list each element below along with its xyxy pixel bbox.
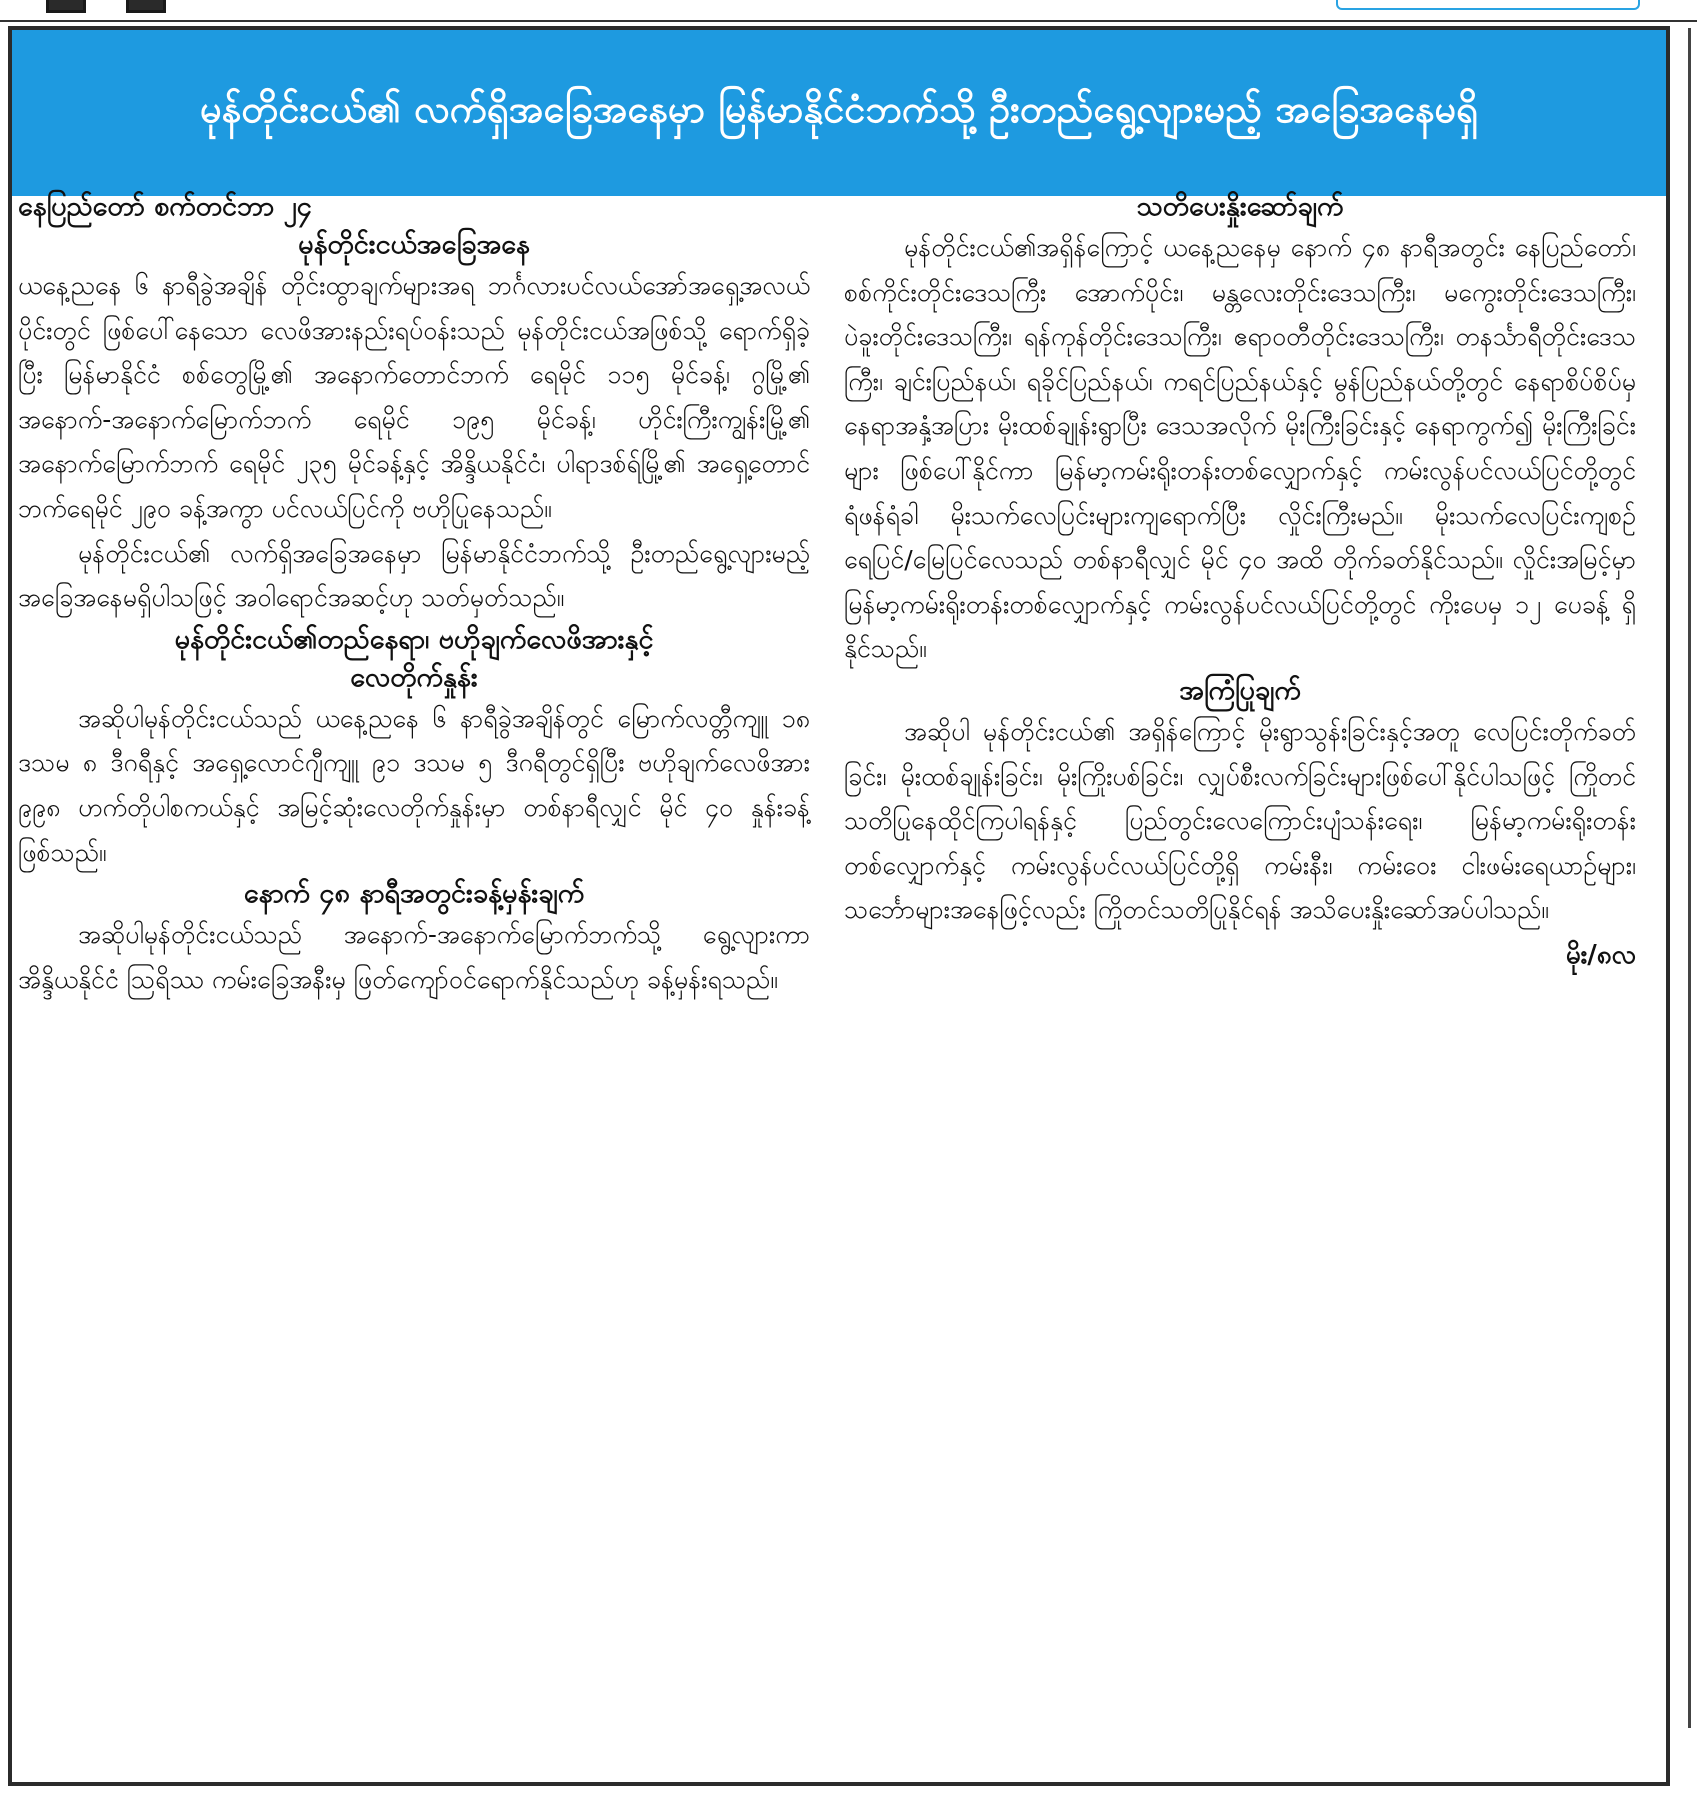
- paragraph-advice: အဆိုပါ မုန်တိုင်းငယ်၏ အရှိန်ကြောင့် မိုးရွာသွန်းခြင်းနှင့်အတူ လေပြင်းတိုက်ခတ်ခြင်း၊ မိုးထစ်ချုန်းခြင်း၊ မိုးကြိုးပစ်ခြင်း၊ လျှပ်စီးလက်ခြင်းများဖြစ်ပေါ်နိုင်ပါသဖြင့် ကြိုတင်သတိပြုနေထိုင်ကြပါရန်နှင့် ပြည်တွင်းလေကြောင်းပျံသန်းရေး၊ မြန်မာ့ကမ်းရိုးတန်းတစ်လျှောက်နှင့် ကမ်းလွန်ပင်လယ်ပြင်တို့ရှိ ကမ်းနီး၊ ကမ်းဝေး ငါးဖမ်းရေယာဉ်များ၊ သင်္ဘောများအနေဖြင့်လည်း ကြိုတင်သတိပြုနိုင်ရန် အသိပေးနှိုးဆော်အပ်ပါသည်။: [844, 716, 1636, 925]
- page-edge-rule: [1688, 28, 1691, 1728]
- right-column: [844, 188, 1636, 1738]
- clipped-logo-mark: [46, 0, 86, 13]
- paragraph-storm-assessment: မုန်တိုင်းငယ်၏ လက်ရှိအခြေအနေမှာ မြန်မာနိုင်ငံဘက်သို့ ဦးတည်ရွေ့လျားမည့် အခြေအနေမရှိပါသဖြင့် အဝါရောင်အဆင့်ဟု သတ်မှတ်သည်။: [18, 538, 810, 613]
- section-title-location-line1: မုန်တိုင်းငယ်၏တည်နေရာ၊ ဗဟိုချက်လေဖိအားနှင့်: [174, 623, 654, 655]
- section-title-advice: အကြံပြုချက်: [1179, 674, 1301, 706]
- paragraph-storm-status: ယနေ့ညနေ ၆ နာရီခွဲအချိန် တိုင်းထွာချက်များအရ ဘင်္ဂလားပင်လယ်အော်အရှေ့အလယ်ပိုင်းတွင် ဖြစ်ပေါ်နေသော လေဖိအားနည်းရပ်ဝန်းသည် မုန်တိုင်းငယ်အဖြစ်သို့ ရောက်ရှိခဲ့ပြီး မြန်မာနိုင်ငံ စစ်တွေမြို့၏ အနောက်တောင်ဘက် ရေမိုင် ၁၁၅ မိုင်ခန့်၊ ဂွမြို့၏ အနောက်-အနောက်မြောက်ဘက် ရေမိုင် ၁၉၅ မိုင်ခန့်၊ ဟိုင်းကြီးကျွန်းမြို့၏ အနောက်မြောက်ဘက် ရေမိုင် ၂၃၅ မိုင်ခန့်နှင့် အိန္ဒိယနိုင်ငံ၊ ပါရာဒစ်ရ်မြို့၏ အရှေ့တောင်ဘက်ရေမိုင် ၂၉၀ ခန့်အကွာ ပင်လယ်ပြင်ကို ဗဟိုပြုနေသည်။: [18, 271, 810, 523]
- article-body: [18, 188, 1636, 1738]
- paragraph-warning: မုန်တိုင်းငယ်၏အရှိန်ကြောင့် ယနေ့ညနေမှ နောက် ၄၈ နာရီအတွင်း နေပြည်တော်၊ စစ်ကိုင်းတိုင်းဒေသကြီး အောက်ပိုင်း၊ မန္တလေးတိုင်းဒေသကြီး၊ မကွေးတိုင်းဒေသကြီး၊ ပဲခူးတိုင်းဒေသကြီး၊ ရန်ကုန်တိုင်းဒေသကြီး၊ ဧရာဝတီတိုင်းဒေသကြီး၊ တနင်္သာရီတိုင်းဒေသကြီး၊ ချင်းပြည်နယ်၊ ရခိုင်ပြည်နယ်၊ ကရင်ပြည်နယ်နှင့် မွန်ပြည်နယ်တို့တွင် နေရာစိပ်စိပ်မှ နေရာအနှံ့အပြား မိုးထစ်ချုန်းရွာပြီး ဒေသအလိုက် မိုးကြီးခြင်းနှင့် နေရာကွက်၍ မိုးကြီးခြင်းများ ဖြစ်ပေါ်နိုင်ကာ မြန်မာ့ကမ်းရိုးတန်းတစ်လျှောက်နှင့် ကမ်းလွန်ပင်လယ်ပြင်တို့တွင် ရံဖန်ရံခါ မိုးသက်လေပြင်းများကျရောက်ပြီး လှိုင်းကြီးမည်။ မိုးသက်လေပြင်းကျစဉ် ရေပြင်/မြေပြင်လေသည် တစ်နာရီလျှင် မိုင် ၄၀ အထိ တိုက်ခတ်နိုင်သည်။ လှိုင်းအမြင့်မှာ မြန်မာ့ကမ်းရိုးတန်းတစ်လျှောက်နှင့် ကမ်းလွန်ပင်လယ်ပြင်တို့တွင် ကိုးပေမှ ၁၂ ပေခန့် ရှိနိုင်သည်။: [844, 233, 1636, 664]
- headline: မုန်တိုင်းငယ်၏ လက်ရှိအခြေအနေမှာ မြန်မာနိုင်ငံဘက်သို့ ဦးတည်ရွေ့လျားမည့် အခြေအနေမရှိ: [199, 87, 1479, 131]
- section-title-forecast: နောက် ၄၈ နာရီအတွင်းခန့်မှန်းချက်: [243, 878, 585, 910]
- paragraph-location: အဆိုပါမုန်တိုင်းငယ်သည် ယနေ့ညနေ ၆ နာရီခွဲအချိန်တွင် မြောက်လတ္တီကျူ ၁၈ ဒသမ ၈ ဒီဂရီနှင့် အရှေ့လောင်ဂျီကျူ ၉၁ ဒသမ ၅ ဒီဂရီတွင်ရှိပြီး ဗဟိုချက်လေဖိအား ၉၉၈ ဟက်တိုပါစကယ်နှင့် အမြင့်ဆုံးလေတိုက်နှုန်းမှာ တစ်နာရီလျှင် မိုင် ၄၀ နှုန်းခန့် ဖြစ်သည်။: [18, 703, 810, 867]
- dateline: နေပြည်တော် စက်တင်ဘာ ၂၄: [18, 191, 312, 222]
- headline-banner: [12, 30, 1666, 196]
- top-divider: [0, 20, 1697, 22]
- signature: မိုး/၈လ: [1565, 939, 1636, 970]
- section-title-warning: သတိပေးနှိုးဆော်ချက်: [1136, 191, 1344, 222]
- paragraph-forecast: အဆိုပါမုန်တိုင်းငယ်သည် အနောက်-အနောက်မြောက်ဘက်သို့ ရွေ့လျားကာ အိန္ဒိယနိုင်ငံ ဩရိဿ ကမ်းခြေအနီးမှ ဖြတ်ကျော်ဝင်ရောက်နိုင်သည်ဟု ခန့်မှန်းရသည်။: [18, 920, 810, 994]
- top-clipped-strip: [0, 0, 1697, 22]
- clipped-header-tab: [1336, 0, 1640, 10]
- section-title-storm-status: မုန်တိုင်းငယ်အခြေအနေ: [298, 229, 530, 260]
- left-column: [18, 188, 810, 1738]
- clipped-logo-mark: [126, 0, 166, 13]
- section-title-location-line2: လေတိုက်နှုန်း: [350, 661, 478, 693]
